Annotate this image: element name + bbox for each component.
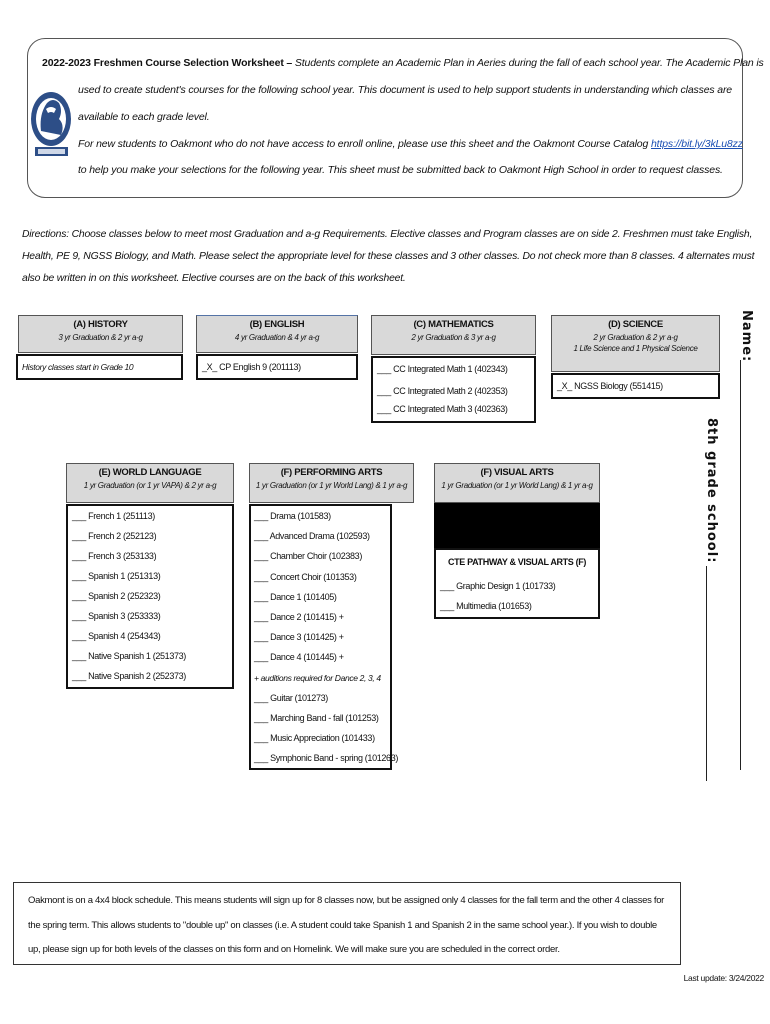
performing-arts-option[interactable]: ___ Advanced Drama (102593) (254, 531, 370, 541)
directions-line-2: Health, PE 9, NGSS Biology, and Math. Please select the appropriate level for these classes and 3 other classes. Do not check more than 8 classes. 4 alternates must (22, 251, 755, 262)
science-requirement-note: 1 Life Science and 1 Physical Science (573, 344, 698, 353)
math-option-3[interactable]: ___ CC Integrated Math 3 (402363) (377, 404, 508, 414)
math-option-1[interactable]: ___ CC Integrated Math 1 (402343) (377, 364, 508, 374)
world-language-option[interactable]: ___ Spanish 3 (253333) (72, 611, 161, 621)
world-language-requirement: 1 yr Graduation (or 1 yr VAPA) & 2 yr a-g (83, 481, 217, 490)
math-header (371, 315, 536, 355)
math-option-2[interactable]: ___ CC Integrated Math 2 (402353) (377, 386, 508, 396)
last-update: Last update: 3/24/2022 (683, 973, 764, 983)
world-language-option[interactable]: ___ French 1 (251113) (72, 511, 155, 521)
math-title: (C) MATHEMATICS (413, 319, 494, 330)
directions-line-3: also be written in on this worksheet. Elective courses are on the back of this worksheet. (22, 273, 406, 284)
performing-arts-title: (F) PERFORMING ARTS (280, 467, 383, 478)
block-schedule-note-line-2: the spring term. This allows students to "double up" on classes (i.e. A student could take Spanish 1 and Spanish 2 in the same school year.). If you wish to double (28, 920, 657, 931)
history-title: (A) HISTORY (73, 319, 128, 330)
name-label: Name: (739, 310, 754, 363)
block-schedule-note-line-3: up, please sign up for both levels of the classes on this form and on Homelink. We will make sure you are scheduled in the correct order. (28, 944, 560, 955)
block-schedule-note-box (13, 882, 681, 965)
science-title: (D) SCIENCE (608, 319, 663, 330)
directions-line-1: Directions: Choose classes below to meet most Graduation and a-g Requirements. Elective classes and Program classes are on side 2. Freshmen must take English, (22, 229, 753, 240)
performing-arts-requirement: 1 yr Graduation (or 1 yr World Lang) & 1 yr a-g (255, 481, 408, 490)
header-line-5: to help you make your selections for the following year. This sheet must be submitted back to Oakmont High School in order to request classes. (78, 164, 723, 176)
eighth-grade-school-label: 8th grade school: (704, 418, 719, 564)
performing-arts-option[interactable]: ___ Concert Choir (101353) (254, 572, 357, 582)
header-title: 2022-2023 Freshmen Course Selection Worksheet – (42, 57, 293, 69)
world-language-title: (E) WORLD LANGUAGE (98, 467, 202, 478)
english-title: (B) ENGLISH (249, 319, 305, 330)
visual-arts-option[interactable]: ___ Multimedia (101653) (440, 601, 532, 611)
visual-arts-option[interactable]: ___ Graphic Design 1 (101733) (440, 581, 556, 591)
dance-audition-note: + auditions required for Dance 2, 3, 4 (254, 673, 381, 683)
performing-arts-option[interactable]: ___ Dance 2 (101415) + (254, 612, 344, 622)
performing-arts-option[interactable]: ___ Marching Band - fall (101253) (254, 713, 379, 723)
cte-visual-arts-title: CTE PATHWAY & VISUAL ARTS (F) (447, 557, 587, 567)
eighth-grade-school-line[interactable] (706, 566, 707, 781)
block-schedule-note-line-1: Oakmont is on a 4x4 block schedule. This means students will sign up for 8 classes now, but be assigned only 4 classes for the fall term and the other 4 classes for (28, 895, 665, 906)
world-language-option[interactable]: ___ Spanish 1 (251313) (72, 571, 161, 581)
science-option-1[interactable]: _X_ NGSS Biology (551415) (557, 381, 663, 391)
course-catalog-link[interactable]: https://bit.ly/3kLu8zz (650, 138, 743, 150)
header-line-3: available to each grade level. (78, 111, 210, 123)
english-requirement: 4 yr Graduation & 4 yr a-g (234, 333, 320, 342)
school-logo (29, 89, 74, 161)
world-language-option[interactable]: ___ French 3 (253133) (72, 551, 157, 561)
visual-arts-requirement: 1 yr Graduation (or 1 yr World Lang) & 1 yr a-g (441, 481, 593, 490)
science-header (551, 315, 720, 372)
performing-arts-option[interactable]: ___ Music Appreciation (101433) (254, 733, 375, 743)
header-line-2: used to create student's courses for the following school year. This document is used to help support students in understanding which classes are (78, 84, 732, 96)
world-language-option[interactable]: ___ Native Spanish 2 (252373) (72, 671, 186, 681)
science-requirement: 2 yr Graduation & 2 yr a-g (593, 333, 678, 342)
performing-arts-option[interactable]: ___ Dance 1 (101405) (254, 592, 337, 602)
world-language-option[interactable]: ___ Native Spanish 1 (251373) (72, 651, 186, 661)
performing-arts-option[interactable]: ___ Dance 4 (101445) + (254, 652, 344, 662)
performing-arts-option[interactable]: ___ Symphonic Band - spring (101263) (254, 753, 398, 763)
math-requirement: 2 yr Graduation & 3 yr a-g (411, 333, 496, 342)
visual-arts-blackout (434, 503, 600, 548)
header-line-4-text: For new students to Oakmont who do not have access to enroll online, please use this sheet and the Oakmont Course Catalog (78, 138, 649, 150)
visual-arts-header (434, 463, 600, 503)
history-requirement: 3 yr Graduation & 2 yr a-g (58, 333, 143, 342)
performing-arts-header (249, 463, 414, 503)
performing-arts-option[interactable]: ___ Guitar (101273) (254, 693, 328, 703)
world-language-option[interactable]: ___ French 2 (252123) (72, 531, 157, 541)
english-option-1[interactable]: _X_ CP English 9 (201113) (202, 362, 301, 372)
history-header (18, 315, 183, 353)
visual-arts-title: (F) VISUAL ARTS (480, 467, 554, 478)
world-language-header (66, 463, 234, 503)
performing-arts-option[interactable]: ___ Chamber Choir (102383) (254, 551, 362, 561)
header-line-1 (42, 57, 764, 69)
name-line[interactable] (740, 360, 741, 770)
history-note: History classes start in Grade 10 (22, 362, 134, 372)
performing-arts-option[interactable]: ___ Drama (101583) (254, 511, 331, 521)
performing-arts-option[interactable]: ___ Dance 3 (101425) + (254, 632, 344, 642)
english-header (196, 315, 358, 353)
world-language-option[interactable]: ___ Spanish 2 (252323) (72, 591, 161, 601)
header-line-4 (78, 138, 743, 150)
header-line-1-text: Students complete an Academic Plan in Aeries during the fall of each school year. The Academic Plan is (294, 57, 764, 69)
world-language-option[interactable]: ___ Spanish 4 (254343) (72, 631, 161, 641)
